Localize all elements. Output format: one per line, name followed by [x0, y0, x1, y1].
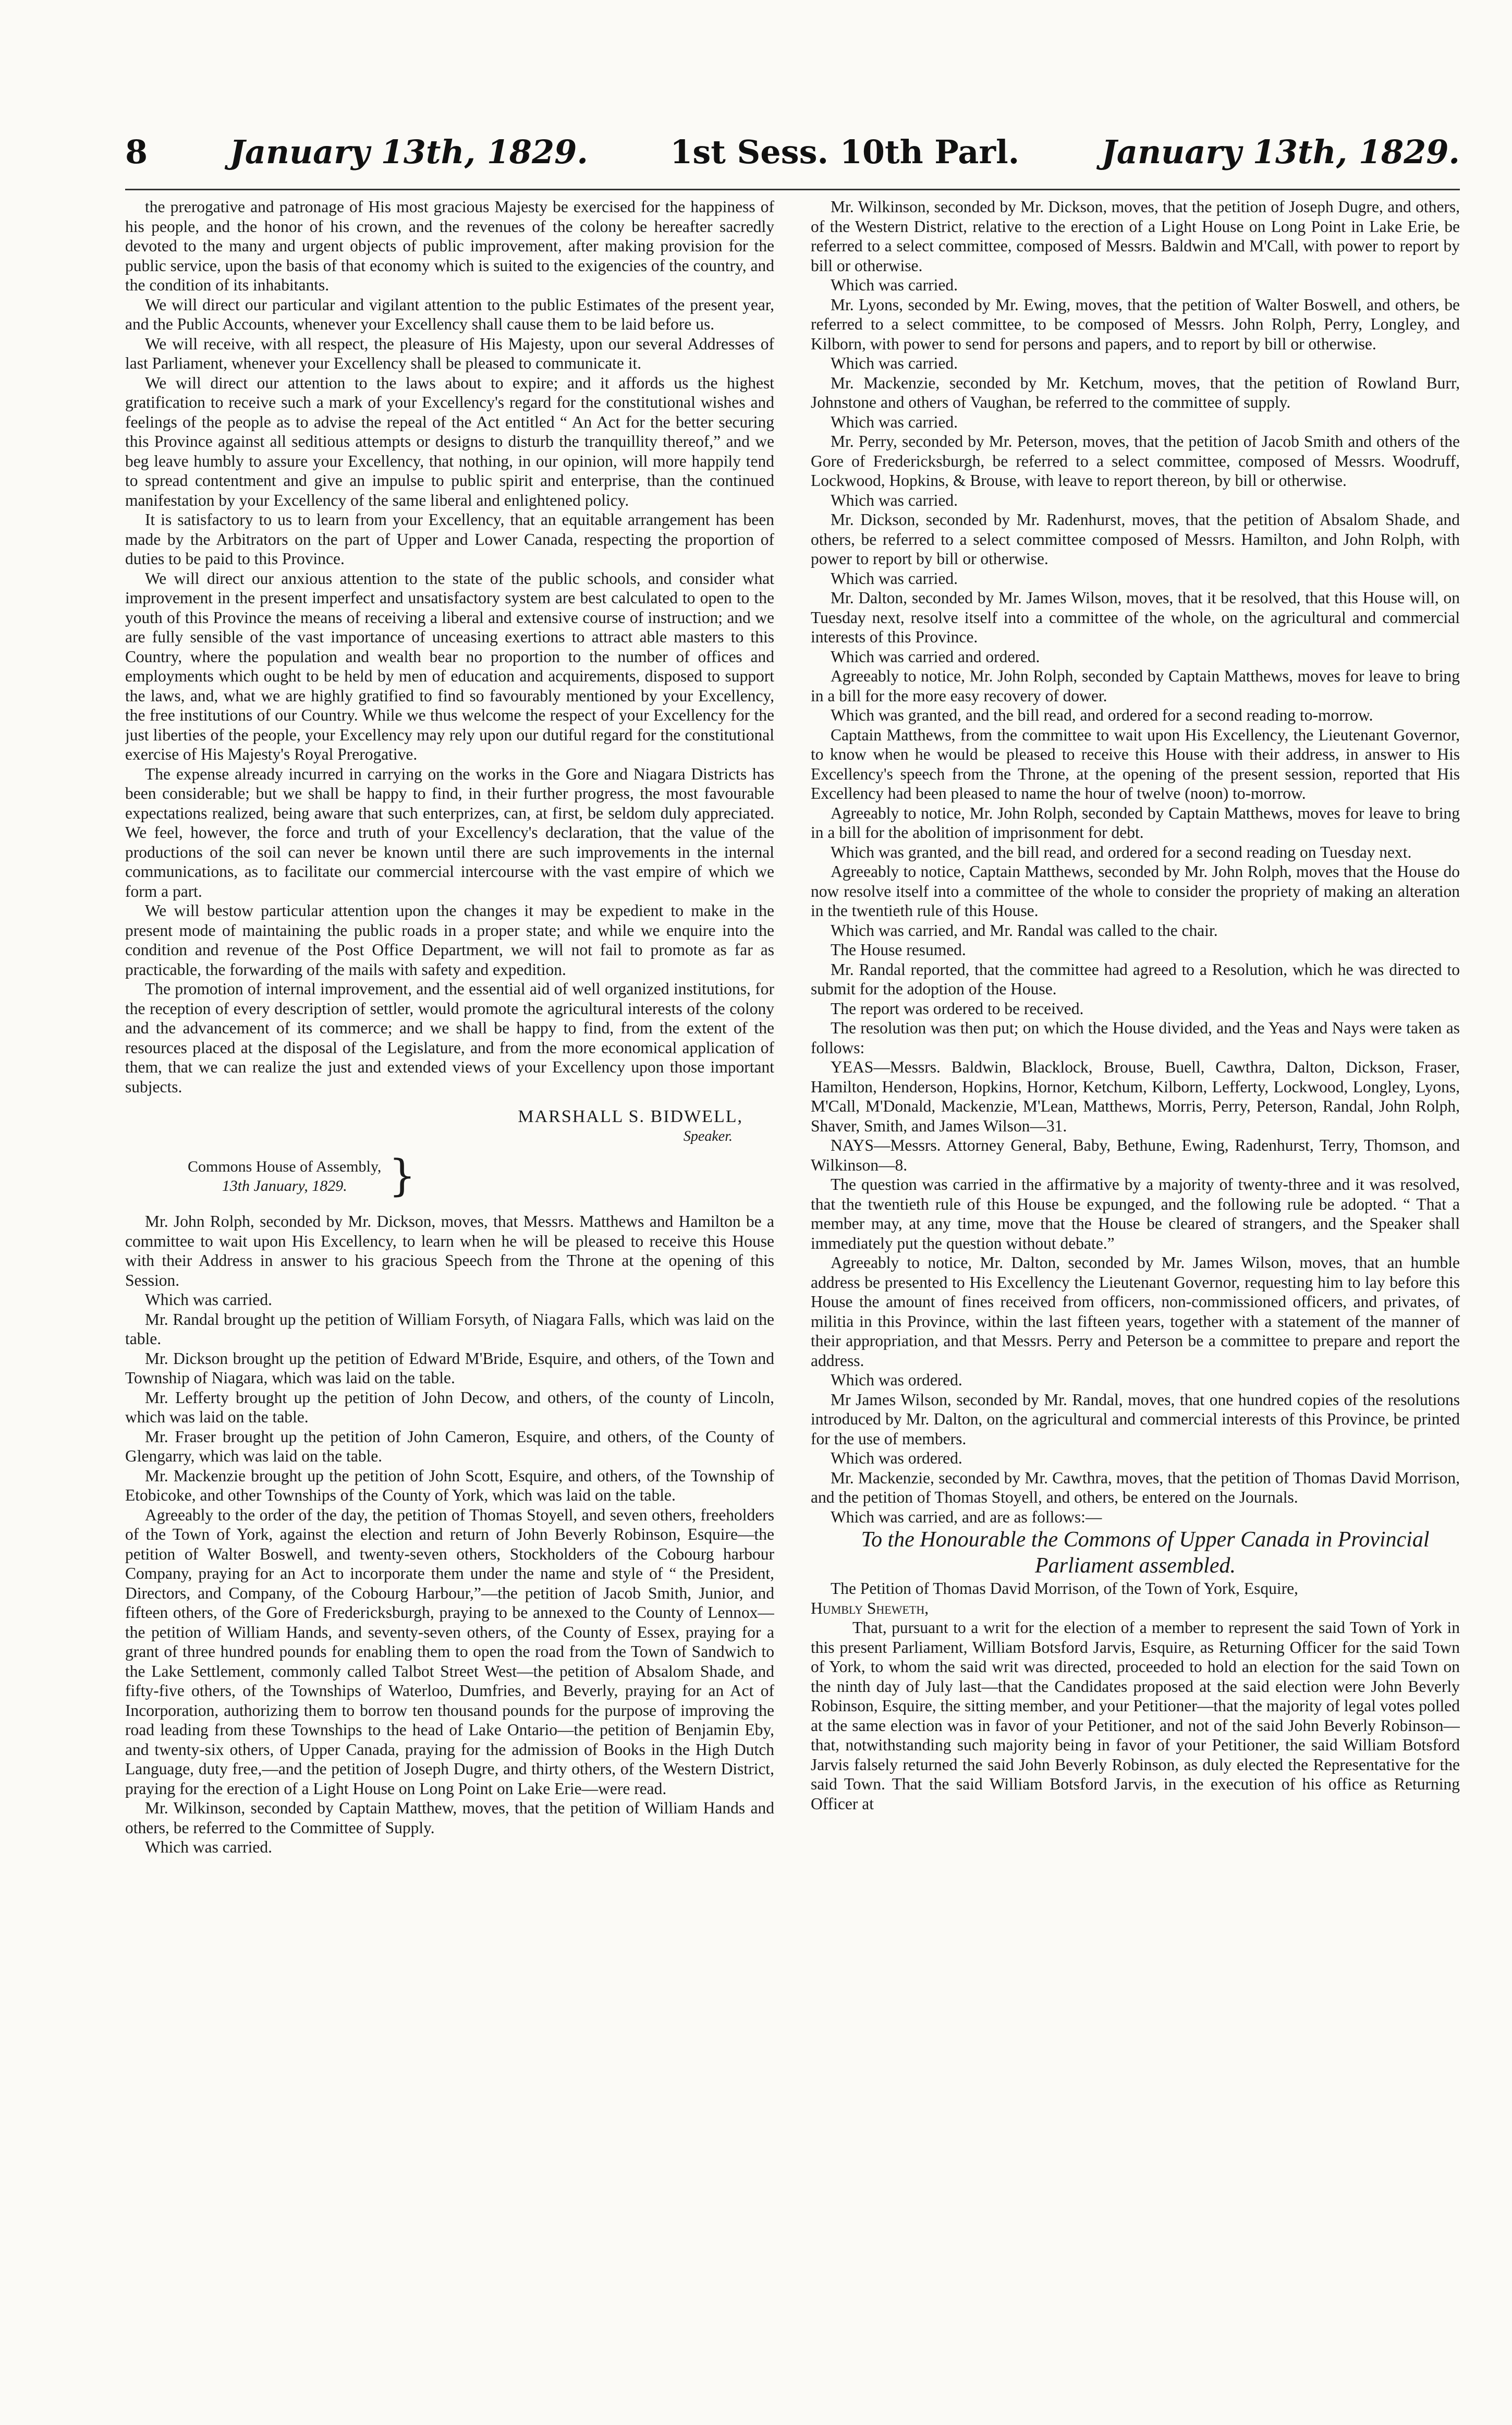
right-column: [811, 197, 1460, 2413]
paragraph: Mr. Lyons, seconded by Mr. Ewing, moves, that the petition of Walter Boswell, and others, be referred to a select committee, to be composed of Messrs. John Rolph, Perry, Longley, and Kilborn, with power to send for persons and papers, and to report by bill or otherwise.: [811, 295, 1460, 353]
signature-block: [125, 1107, 743, 1146]
paragraph: YEAS—Messrs. Baldwin, Blacklock, Brouse, Buell, Cawthra, Dalton, Dickson, Fraser, Hamilton, Henderson, Hopkins, Hornor, Ketchum, Kilborn, Lefferty, Lockwood, Longley, Lyons, M'Call, M'Donald, Mackenzie, M'Lean, Matthews, Morris, Perry, Peterson, Randal, John Rolph, Shaver, Smith, and James Wilson—31.: [811, 1058, 1460, 1135]
paragraph: Agreeably to notice, Mr. John Rolph, seconded by Captain Matthews, moves for leave to bring in a bill for the more easy recovery of dower.: [811, 667, 1460, 705]
paragraph: The House resumed.: [831, 941, 966, 959]
paragraph: Which was ordered.: [831, 1449, 962, 1467]
paragraph: It is satisfactory to us to learn from your Excellency, that an equitable arrangement has been made by the Arbitrators on the part of Upper and Lower Canada, respecting the proportion of duties to be paid to this Province.: [125, 510, 774, 568]
paragraph: The expense already incurred in carrying on the works in the Gore and Niagara Districts has been considerable; but we shall be happy to find, in their further progress, the most favourable expectations realized, being aware that such enterprizes, can, at first, be seldom duly appreciated. We feel, however, the force and truth of your Excellency's declaration, that the value of the productions of the soil can never be known until there are such improvements in the internal communications, as to facilitate our commercial intercourse with the vast empire of which we form a part.: [125, 764, 774, 900]
paragraph: Mr. Dickson, seconded by Mr. Radenhurst, moves, that the petition of Absalom Shade, and others, be referred to a select committee composed of Messrs. Hamilton, and John Rolph, with power to report by bill or otherwise.: [811, 510, 1460, 568]
paragraph: The question was carried in the affirmative by a majority of twenty-three and it was resolved, that the twentieth rule of this House be expunged, and the following rule be adopted. “ That a member may, at any time, move that the House be cleared of strangers, and the Speaker shall immediately put the question without debate.”: [811, 1175, 1460, 1252]
paragraph: Which was carried, and Mr. Randal was called to the chair.: [831, 921, 1218, 940]
paragraph: We will direct our particular and vigilant attention to the public Estimates of the present year, and the Public Accounts, whenever your Excellency shall cause them to be laid before us.: [125, 295, 774, 333]
paragraph: Mr. Fraser brought up the petition of John Cameron, Esquire, and others, of the County of Glengarry, which was laid on the table.: [125, 1427, 774, 1465]
paragraph: The resolution was then put; on which the House divided, and the Yeas and Nays were taken as follows:: [811, 1019, 1460, 1057]
paragraph: Which was carried.: [831, 491, 958, 509]
petition-body: That, pursuant to a writ for the election of a member to represent the said Town of York in this present Parliament, William Botsford Jarvis, Esquire, as Returning Officer for the said Town of York, to whom the said writ was directed, proceeded to hold an election for the said Town on the ninth day of July last—that the Candidates proposed at the said election were John Beverly Robinson, Esquire, the sitting member, and your Petitioner—that the majority of legal votes polled at the same election was in favor of your Petitioner, and not of the said John Beverly Robinson—that, notwithstanding such majority being in favor of your Petitioner, the said William Botsford Jarvis falsely returned the said John Beverly Robinson, as duly elected the Representative for the said Town. That the said William Botsford Jarvis, in the execution of his office as Returning Officer at: [811, 1618, 1460, 1813]
humbly-sheweth: Humbly Sheweth,: [811, 1599, 929, 1617]
paragraph: Mr. Dickson brought up the petition of Edward M'Bride, Esquire, and others, of the Town and Township of Niagara, which was laid on the table.: [125, 1349, 774, 1387]
petition-intro: The Petition of Thomas David Morrison, of the Town of York, Esquire,: [831, 1579, 1298, 1598]
paragraph: Which was carried and ordered.: [831, 647, 1040, 666]
paragraph: Mr. Randal reported, that the committee had agreed to a Resolution, which he was directed to submit for the adoption of the House.: [811, 960, 1460, 998]
paragraph: We will direct our anxious attention to the state of the public schools, and consider what improvement in the present imperfect and unsatisfactory system are best calculated to open to the youth of this Province the means of receiving a liberal and extensive course of instruction; and we are fully sensible of the vast importance of unceasing exertions to attract able masters to this Country, where the population and wealth bear no proportion to the number of offices and employments which ought to be held by men of education and acquirements, disposed to support the laws, and, what we are highly gratified to find so favourably mentioned by your Excellency, the free institutions of our Country. While we thus welcome the respect of your Excellency for the just liberties of the people, your Excellency may rely upon our dutiful regard for the constitutional exercise of His Majesty's Royal Prerogative.: [125, 569, 774, 763]
speaker-name: MARSHALL S. BIDWELL,: [518, 1107, 743, 1126]
page-number: 8: [125, 133, 148, 171]
paragraph: Mr James Wilson, seconded by Mr. Randal, moves, that one hundred copies of the resolutions introduced by Mr. Dalton, on the agricultural and commercial interests of this Province, be printed for the use of members.: [811, 1390, 1460, 1448]
proceedings-paragraphs-left: [125, 1212, 774, 1857]
paragraph: We will receive, with all respect, the pleasure of His Majesty, upon our several Addresses of last Parliament, whenever your Excellency shall be pleased to communicate it.: [125, 334, 774, 372]
paragraph: the prerogative and patronage of His most gracious Majesty be exercised for the happiness of his people, and the honor of his crown, and the revenues of the colony be hereafter sacredly devoted to the many and urgent objects of public improvement, after making provision for the public service, upon the basis of that economy which is suited to the exigencies of the country, and the condition of its inhabitants.: [125, 198, 774, 294]
paragraph: Mr. Lefferty brought up the petition of John Decow, and others, of the county of Lincoln, which was laid on the table.: [125, 1388, 774, 1426]
paragraph: Captain Matthews, from the committee to wait upon His Excellency, the Lieutenant Governor, to know when he would be pleased to receive this House with their address, in answer to His Excellency's speech from the Throne, at the opening of the present session, reported that His Excellency had been pleased to name the hour of twelve (noon) to-morrow.: [811, 725, 1460, 802]
paragraph: Agreeably to notice, Captain Matthews, seconded by Mr. John Rolph, moves that the House do now resolve itself into a committee of the whole to consider the propriety of making an alteration in the twentieth rule of this House.: [811, 862, 1460, 920]
dateline-brace: }: [388, 1151, 416, 1201]
paragraph: Which was ordered.: [831, 1371, 962, 1389]
left-column: [125, 197, 774, 2413]
paragraph: Which was carried.: [145, 1838, 273, 1856]
paragraph: Mr. Wilkinson, seconded by Captain Matthew, moves, that the petition of William Hands and others, be referred to the Committee of Supply.: [125, 1799, 774, 1837]
paragraph: Mr. John Rolph, seconded by Mr. Dickson, moves, that Messrs. Matthews and Hamilton be a committee to wait upon His Excellency, to learn when he will be pleased to receive this House with their Address in answer to his gracious Speech from the Throne at the opening of this Session.: [125, 1212, 774, 1289]
header-date-left: January 13th, 1829.: [229, 133, 588, 171]
paragraph: Which was carried.: [831, 276, 958, 294]
paragraph: Mr. Perry, seconded by Mr. Peterson, moves, that the petition of Jacob Smith and others of the Gore of Fredericksburgh, be referred to a select committee, composed of Messrs. Woodruff, Lockwood, Hopkins, & Brouse, with leave to report thereon, by bill or otherwise.: [811, 432, 1460, 490]
paragraph: NAYS—Messrs. Attorney General, Baby, Bethune, Ewing, Radenhurst, Terry, Thomson, and Wilkinson—8.: [811, 1136, 1460, 1174]
address-paragraphs: [125, 197, 774, 1096]
paragraph: Mr. Mackenzie, seconded by Mr. Ketchum, moves, that the petition of Rowland Burr, Johnstone and others of Vaughan, be referred to the committee of supply.: [811, 373, 1460, 411]
header-rule: [125, 189, 1460, 190]
paragraph: Which was carried.: [145, 1290, 273, 1309]
paragraph: Mr. Mackenzie brought up the petition of John Scott, Esquire, and others, of the Township of Etobicoke, and other Townships of the County of York, which was laid on the table.: [125, 1466, 774, 1504]
petition-title: To the Honourable the Commons of Upper Canada in Provincial Parliament assembled.: [861, 1528, 1430, 1578]
page-header: [125, 133, 1460, 185]
header-date-right: January 13th, 1829.: [1101, 133, 1460, 171]
paragraph: Which was granted, and the bill read, and ordered for a second reading on Tuesday next.: [831, 843, 1412, 861]
paragraph: Mr. Wilkinson, seconded by Mr. Dickson, moves, that the petition of Joseph Dugre, and others, of the Western District, relative to the erection of a Light House on Long Point in Lake Erie, be referred to a select committee, composed of Messrs. Baldwin and M'Call, with power to report by bill or otherwise.: [811, 198, 1460, 275]
header-session: 1st Sess. 10th Parl.: [670, 133, 1020, 171]
paragraph: Agreeably to notice, Mr. John Rolph, seconded by Captain Matthews, moves for leave to bring in a bill for the abolition of imprisonment for debt.: [811, 803, 1460, 842]
proceedings-paragraphs-right: [811, 197, 1460, 1527]
paragraph: Mr. Mackenzie, seconded by Mr. Cawthra, moves, that the petition of Thomas David Morrison, and the petition of Thomas Stoyell, and others, be entered on the Journals.: [811, 1468, 1460, 1506]
text-columns: [125, 197, 1460, 2413]
paragraph: Agreeably to the order of the day, the petition of Thomas Stoyell, and seven others, freeholders of the Town of York, against the election and return of John Beverly Robinson, Esquire—the petition of Walter Boswell, and twenty-seven others, Stockholders of the Cobourg harbour Company, praying for an Act to incorporate them under the name and style of “ the President, Directors, and Company, of the Cobourg Harbour,”—the petition of Jacob Smith, Junior, and fifteen others, of the Gore of Fredericksburgh, praying to be annexed to the County of Lennox—the petition of William Hands, and seventy-seven others, of the County of Essex, praying for a grant of three hundred pounds for enabling them to open the road from the Town of Sandwich to the Lake Settlement, commonly called Talbot Street West—the petition of Absalom Shade, and fifty-five others, of the Townships of Waterloo, Dumfries, and Beverly, praying for an Act of Incorporation, authorizing them to borrow ten thousand pounds for the purpose of improving the road leading from these Townships to the head of Lake Ontario—the petition of Benjamin Eby, and twenty-six others, of Upper Canada, praying for the admission of Books in the High Dutch Language, duty free,—and the petition of Joseph Dugre, and thirty others, of the Western District, praying for the erection of a Light House on Long Point on Lake Erie—were read.: [125, 1505, 774, 1798]
paragraph: Which was granted, and the bill read, and ordered for a second reading to-morrow.: [831, 706, 1373, 724]
paragraph: We will bestow particular attention upon the changes it may be expedient to make in the present mode of maintaining the public roads in a proper state; and while we enquire into the condition and revenue of the Post Office Department, we will not fail to promote as far as practicable, the forwarding of the mails with safety and expedition.: [125, 901, 774, 979]
paragraph: Mr. Dalton, seconded by Mr. James Wilson, moves, that it be resolved, that this House will, on Tuesday next, resolve itself into a committee of the whole, on the agricultural and commercial interests of this Province.: [811, 589, 1460, 646]
paragraph: Which was carried.: [831, 412, 958, 431]
dateline: [188, 1151, 774, 1201]
dateline-house: Commons House of Assembly,: [188, 1157, 382, 1175]
paragraph: Agreeably to notice, Mr. Dalton, seconded by Mr. James Wilson, moves, that an humble address be presented to His Excellency the Lieutenant Governor, requesting him to lay before this House the amount of fines received from officers, non-commissioned officers, and privates, of militia in this Province, within the last fifteen years, together with a statement of the manner of their appropriation, and that Messrs. Perry and Peterson be a committee to prepare and report the address.: [811, 1253, 1460, 1370]
paragraph: We will direct our attention to the laws about to expire; and it affords us the highest gratification to receive such a mark of your Excellency's regard for the constitutional wishes and feelings of the people as to advise the repeal of the Act entitled “ An Act for the better securing this Province against all seditious attempts or designs to disturb the tranquillity thereof,” and we beg leave humbly to assure your Excellency, that nothing, in our opinion, will more happily tend to spread contentment and give an impulse to public spirit and enterprise, than the continued manifestation by your Excellency of the same liberal and enlightened policy.: [125, 373, 774, 509]
paragraph: The promotion of internal improvement, and the essential aid of well organized institutions, for the reception of every description of settler, would promote the agricultural interests of the colony and the advancement of its commerce; and we shall be happy to find, from the extent of the resources placed at the disposal of the Legislature, and from the more economical application of them, that we can realize the just and extended views of your Excellency upon those important subjects.: [125, 980, 774, 1096]
dateline-date: 13th January, 1829.: [222, 1177, 347, 1195]
paragraph: The report was ordered to be received.: [831, 999, 1084, 1018]
paragraph: Which was carried.: [831, 569, 958, 588]
paragraph: Which was carried, and are as follows:—: [831, 1507, 1102, 1526]
paragraph: Mr. Randal brought up the petition of William Forsyth, of Niagara Falls, which was laid on the table.: [125, 1310, 774, 1348]
speaker-role: Speaker.: [683, 1128, 733, 1144]
paragraph: Which was carried.: [831, 354, 958, 372]
